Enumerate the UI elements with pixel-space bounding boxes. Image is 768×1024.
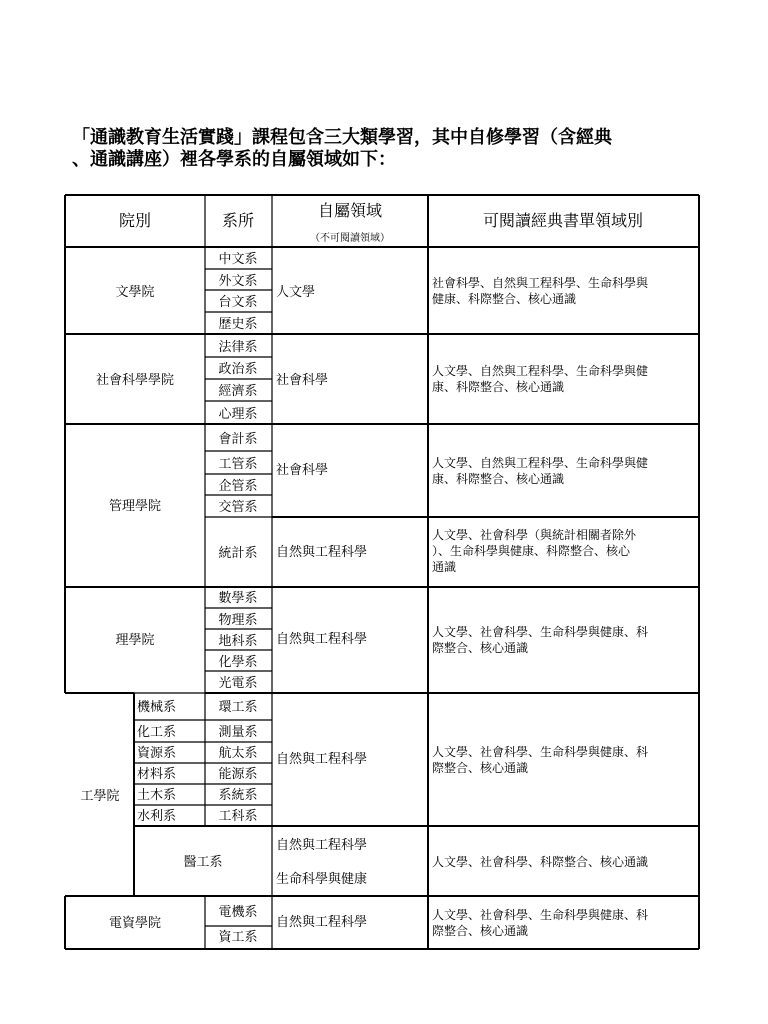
header-college: 院別 — [118, 211, 152, 230]
dept-transport-mgmt: 交管系 — [218, 500, 258, 515]
header-dept: 系所 — [221, 211, 255, 230]
dept-electrical: 電機系 — [218, 905, 258, 920]
dept-eng-sci: 工科系 — [218, 809, 258, 824]
readable-social-sciences-line-1: 人文學、自然與工程科學、生命科學與健 — [432, 364, 649, 378]
own-domain-science: 自然與工程科學 — [276, 632, 368, 647]
dept-psychology: 心理系 — [218, 407, 258, 422]
dept-surveying: 測量系 — [218, 725, 258, 740]
dept-taiwanese: 台文系 — [218, 295, 258, 310]
readable-liberal-arts-line-2: 健康、科際整合、核心通識 — [432, 292, 577, 306]
readable-liberal-arts-line-1: 社會科學、自然與工程科學、生命科學與 — [432, 276, 649, 290]
header-readable: 可閱讀經典書單領域別 — [482, 211, 644, 230]
own-domain-liberal-arts: 人文學 — [276, 285, 316, 300]
college-engineering: 工學院 — [80, 789, 120, 804]
own-domain-statistics: 自然與工程科學 — [276, 545, 368, 560]
dept-cs: 資工系 — [218, 930, 258, 945]
own-domain-cells — [276, 285, 367, 930]
header-own-domain: 自屬領域 — [317, 201, 383, 220]
dept-economics: 經濟系 — [218, 384, 258, 399]
dept-politics: 政治系 — [218, 362, 258, 377]
dept-statistics: 統計系 — [218, 546, 258, 561]
readable-statistics-line-1: 人文學、社會科學（與統計相關者除外 — [432, 528, 637, 542]
dept-chem-eng: 化工系 — [137, 725, 177, 740]
dept-energy: 能源系 — [218, 767, 258, 782]
header-own-domain-note: （不可閱讀領域） — [310, 233, 390, 244]
dept-accounting: 會計系 — [218, 432, 258, 447]
heading-line-2: 、通識講座）裡各學系的自屬領域如下： — [72, 149, 396, 170]
readable-eecs-line-2: 際整合、核心通識 — [432, 924, 529, 938]
readable-statistics-line-2: ）、生命科學與健康、科際整合、核心 — [432, 544, 631, 558]
college-management: 管理學院 — [108, 499, 162, 514]
dept-materials: 材料系 — [137, 767, 177, 782]
table-outer-border — [65, 195, 699, 949]
dept-chemistry: 化學系 — [218, 655, 258, 670]
readable-engineering-line-2: 際整合、核心通識 — [432, 761, 529, 775]
readable-management-line-2: 康、科際整合、核心通識 — [432, 472, 565, 486]
department-labels — [137, 251, 258, 945]
dept-aerospace: 航太系 — [218, 746, 258, 761]
readable-cells — [432, 275, 649, 938]
college-liberal-arts: 文學院 — [115, 285, 155, 300]
dept-photonics: 光電系 — [218, 676, 258, 691]
dept-foreign-lang: 外文系 — [218, 274, 258, 289]
readable-social-sciences-line-2: 康、科際整合、核心通識 — [432, 380, 565, 394]
dept-ind-mgmt: 工管系 — [218, 457, 258, 472]
college-eecs: 電資學院 — [108, 916, 162, 931]
own-domain-biomedical-2: 生命科學與健康 — [276, 872, 368, 887]
readable-statistics-line-3: 通識 — [432, 560, 457, 574]
own-domain-eecs: 自然與工程科學 — [276, 915, 368, 930]
table-header — [119, 201, 643, 244]
dept-bus-mgmt: 企管系 — [218, 479, 258, 494]
dept-law: 法律系 — [218, 340, 258, 355]
dept-resources: 資源系 — [137, 746, 177, 761]
dept-mechanical: 機械系 — [137, 700, 177, 715]
own-domain-biomedical-1: 自然與工程科學 — [276, 838, 368, 853]
dept-physics: 物理系 — [218, 613, 258, 628]
readable-engineering-line-1: 人文學、社會科學、生命科學與健康、科 — [432, 745, 649, 759]
dept-math: 數學系 — [218, 591, 258, 606]
readable-science-line-1: 人文學、社會科學、生命科學與健康、科 — [432, 625, 649, 639]
heading-line-1: 「通識教育生活實踐」課程包含三大類學習，其中自修學習（含經典 — [72, 127, 612, 148]
readable-biomedical-line-1: 人文學、社會科學、科際整合、核心通識 — [432, 855, 649, 869]
readable-management-line-1: 人文學、自然與工程科學、生命科學與健 — [432, 456, 649, 470]
own-domain-social-sciences: 社會科學 — [276, 373, 329, 388]
college-labels — [80, 285, 177, 931]
own-domain-engineering: 自然與工程科學 — [276, 752, 368, 767]
dept-chinese: 中文系 — [218, 252, 258, 267]
dept-environmental: 環工系 — [218, 700, 258, 715]
dept-systems: 系統系 — [218, 788, 258, 803]
own-domain-management: 社會科學 — [276, 463, 329, 478]
college-science: 理學院 — [115, 633, 155, 648]
readable-eecs-line-1: 人文學、社會科學、生命科學與健康、科 — [432, 908, 649, 922]
table-major-rules — [65, 195, 699, 949]
dept-earth-sci: 地科系 — [218, 634, 258, 649]
dept-civil: 土木系 — [137, 788, 177, 803]
college-social-sciences: 社會科學學院 — [95, 373, 175, 388]
dept-history: 歷史系 — [218, 317, 258, 332]
dept-biomedical: 醫工系 — [183, 855, 223, 870]
readable-science-line-2: 際整合、核心通識 — [432, 641, 529, 655]
dept-hydraulic: 水利系 — [137, 809, 177, 824]
